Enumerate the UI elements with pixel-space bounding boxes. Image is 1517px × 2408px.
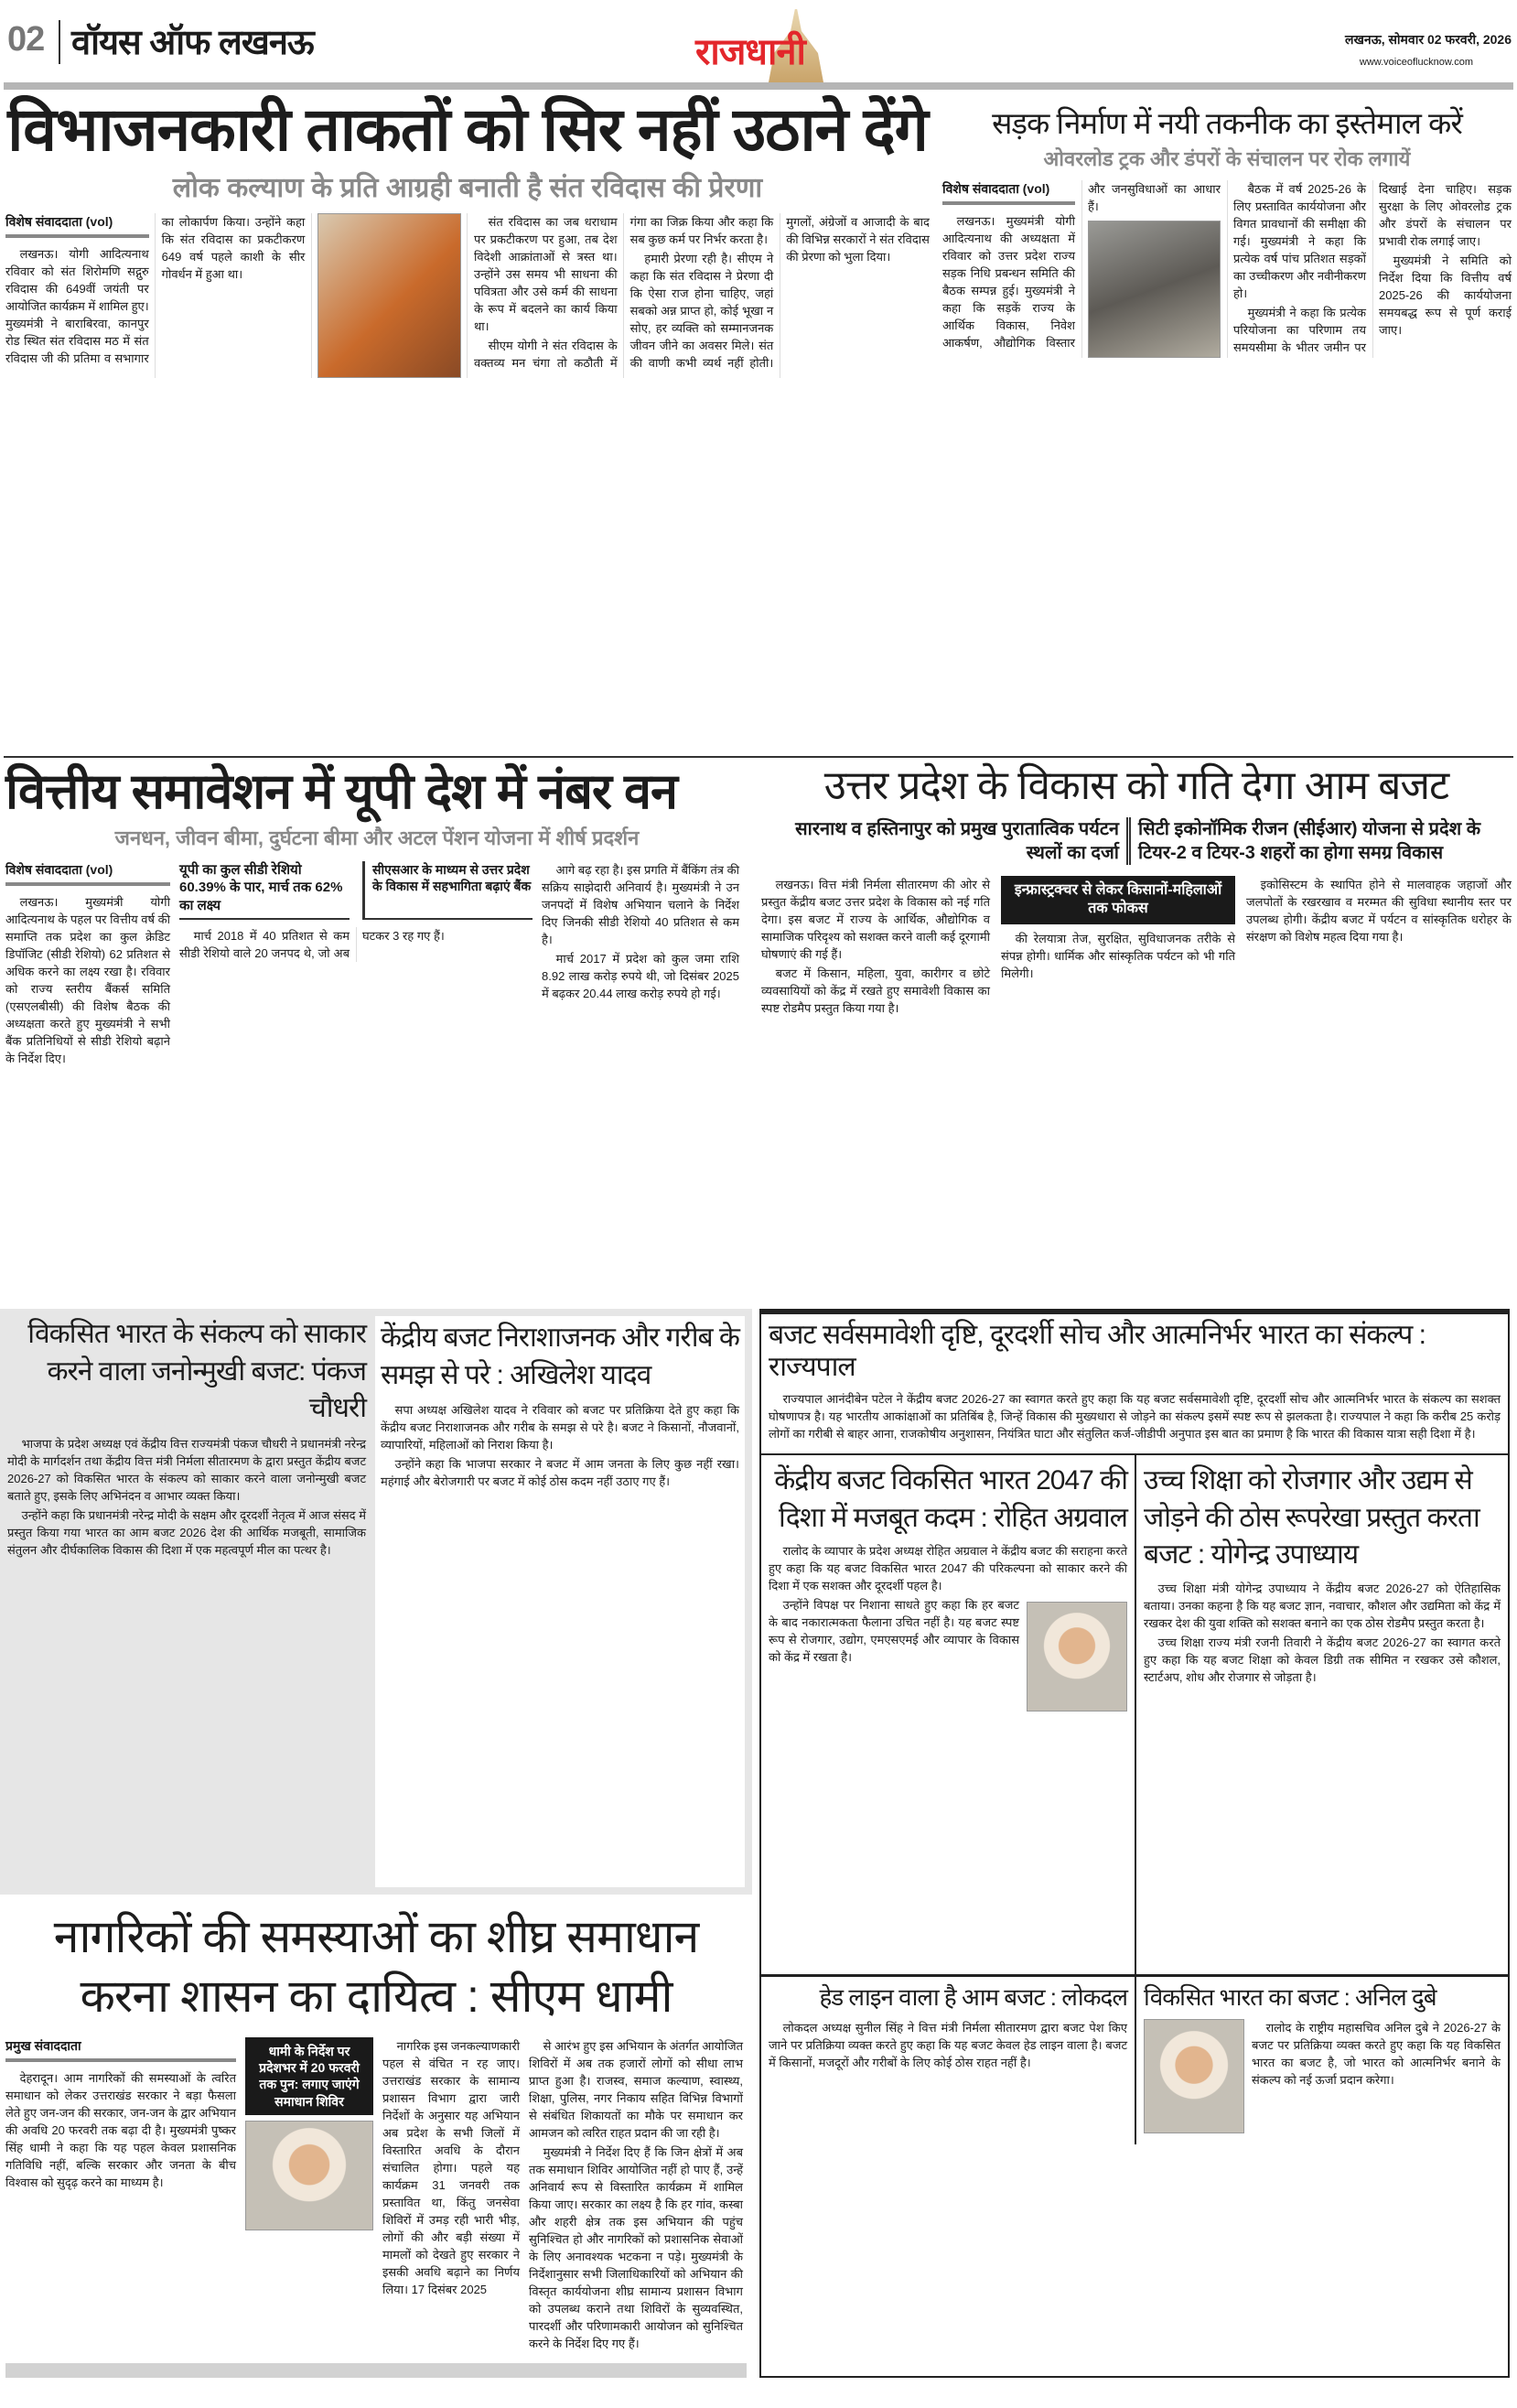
article-body: रालोद के राष्ट्रीय महासचिव अनिल दुबे ने 2026-27 के बजट पर प्रतिक्रिया व्यक्त करते हुए कहा कि यह विकसित भारत का बजट है, जो भारत को आत्मनिर्भर बनाने के संकल्प को नई ऊर्जा प्रदान करेगा। xyxy=(1252,2020,1501,2087)
byline: विशेष संवाददाता (vol) xyxy=(942,180,1075,205)
highlight: यूपी का कुल सीडी रेशियो 60.39% के पार, मार्च तक 62% का लक्ष्य xyxy=(179,861,350,921)
article-body: आगे बढ़ रहा है। इस प्रगति में बैंकिंग तंत्र की सक्रिय साझेदारी अनिवार्य है। मुख्यमंत्री ने उन जनपदों में विशेष अभियान चलाने के निर्देश दिए जिनकी सीडी रेशियो 40 प्रतिशत से कम है। मार्च 2017 में प्रदेश को कुल जमा राशि 8.92 लाख करोड़ रुपये थी, जो दिसंबर 2025 में बढ़कर 20.44 लाख करोड़ रुपये हो गई। xyxy=(542,862,739,1000)
article-finance xyxy=(5,763,748,1300)
headline: विकसित भारत का बजट : अनिल दुबे xyxy=(1144,1983,1436,2011)
budget-center xyxy=(1001,876,1235,1019)
section-rule xyxy=(4,756,1513,758)
photo xyxy=(1144,2019,1244,2133)
section-title: वॉयस ऑफ लखनऊ xyxy=(71,24,314,62)
dhami-columns xyxy=(5,2037,747,2354)
dateline: लखनऊ, सोमवार 02 फरवरी, 2026 xyxy=(1344,32,1512,47)
finance-center xyxy=(179,861,533,1069)
article-akhilesh xyxy=(375,1316,745,1887)
left-column xyxy=(0,1309,752,2378)
photo xyxy=(245,2121,373,2230)
budget-reactions-box xyxy=(759,1309,1510,2378)
subhead: ओवरलोड ट्रक और डंपरों के संचालन पर रोक लगायें xyxy=(1043,146,1411,170)
article-body: इकोसिस्टम के स्थापित होने से मालवाहक जहाजों और जलपोतों के रखरखाव व मरम्मत की सुविधा स्थानीय स्तर पर उपलब्ध होगी। केंद्रीय बजट में पर्यटन व सांस्कृतिक धरोहर के संरक्षण को विशेष महत्व दिया गया है। xyxy=(1246,877,1512,944)
subhead: लोक कल्याण के प्रति आग्रही बनाती है संत रविदास की प्रेरणा xyxy=(172,172,763,203)
subhead: जनधन, जीवन बीमा, दुर्घटना बीमा और अटल पेंशन योजना में शीर्ष प्रदर्शन xyxy=(114,826,640,850)
article-body: नागरिक इस जनकल्याणकारी पहल से वंचित न रह जाए। उत्तराखंड सरकार के सामान्य प्रशासन विभाग द्वारा जारी निर्देशों के अनुसार यह अभियान अब प्रदेश के सभी जिलों में विस्तारित अवधि के दौरान संचालित होगा। पहले यह कार्यक्रम 31 जनवरी तक प्रस्तावित था, किंतु जनसेवा शिविरों में उमड़ रही भारी भीड़, लोगों की और बड़ी संख्या में मामलों को देखते हुए सरकार ने इसकी अवधि बढ़ाने का निर्णय लिया। 17 दिसंबर 2025 xyxy=(382,2039,520,2296)
subheads xyxy=(761,817,1512,865)
article-body: लखनऊ। वित्त मंत्री निर्मला सीतारमण की ओर से प्रस्तुत केंद्रीय बजट उत्तर प्रदेश के विकास को नई गति देगा। इस बजट में राज्य के आर्थिक, औद्योगिक व सामाजिक परिदृश्य को सशक्त करने वाली कई दूरगामी घोषणाएं की गई हैं। बजट में किसान, महिला, युवा, कारीगर व छोटे व्यवसायियों को केंद्र में रखते हुए समावेशी विकास का स्पष्ट रोडमैप प्रस्तुत किया गया है। xyxy=(761,877,990,1015)
article-body: की रेलयात्रा तेज, सुरक्षित, सुविधाजनक तरीके से संपन्न होगी। धार्मिक और सांस्कृतिक पर्यटन को भी गति मिलेगी। xyxy=(1001,932,1235,981)
footer-rule xyxy=(5,2363,747,2378)
article-dhami xyxy=(0,1895,752,2378)
row-bottom xyxy=(0,1309,1517,2378)
reactions-row-1 xyxy=(761,1455,1508,1977)
masthead-rule xyxy=(4,82,1513,90)
article-yogendra xyxy=(1136,1455,1508,1974)
dhami-side xyxy=(245,2037,373,2354)
page-number: 02 xyxy=(7,20,45,59)
website: www.voiceoflucknow.com xyxy=(1359,57,1473,68)
infobox: धामी के निर्देश पर प्रदेशभर में 20 फरवरी तक पुन: लगाए जाएंगे समाधान शिविर xyxy=(245,2037,373,2115)
article-body: रालोद के व्यापार के प्रदेश अध्यक्ष रोहित अग्रवाल ने केंद्रीय बजट की सराहना करते हुए कहा कि यह बजट विकसित भारत 2047 की परिकल्पना को साकार करने की दिशा में एक सशक्त और दूरदर्शी पहल है। xyxy=(769,1544,1127,1593)
article-body: से आरंभ हुए इस अभियान के अंतर्गत आयोजित शिविरों में अब तक हजारों लोगों को सीधा लाभ प्राप्त हुआ है। राजस्व, समाज कल्याण, स्वास्थ्य, शिक्षा, पुलिस, नगर निकाय सहित विभिन्न विभागों से संबंधित शिकायतों का मौके पर समाधान कर आमजन को त्वरित राहत प्रदान की जा रही है। मुख्यमंत्री ने निर्देश दिए हैं कि जिन क्षेत्रों में अब तक समाधान शिविर आयोजित नहीं हो पाए हैं, उन्हें अनिवार्य रूप से विस्तारित कार्यक्रम में शामिल किया जाए। सरकार का लक्ष्य है कि हर गांव, कस्बा और शहरी क्षेत्र तक इस अभियान की पहुंच सुनिश्चित हो और नागरिकों को प्रशासनिक सेवाओं के लिए अनावश्यक भटकना न पड़े। मुख्यमंत्री के निर्देशानुसार सभी जिलाधिकारियों को अभियान की विस्तृत कार्ययोजना शीघ्र सामान्य प्रशासन विभाग को उपलब्ध कराने तथा शिविरों के सुव्यवस्थित, पारदर्शी और परिणामकारी आयोजन को सुनिश्चित करने के निर्देश दिए गए हैं। xyxy=(529,2039,743,2350)
article-lead xyxy=(5,95,930,752)
headline: बजट सर्वसमावेशी दृष्टि, दूरदर्शी सोच और आत्मनिर्भर भारत का संकल्प : राज्यपाल xyxy=(769,1320,1426,1382)
masthead xyxy=(0,0,1517,92)
article-body: उच्च शिक्षा मंत्री योगेन्द्र उपाध्याय ने केंद्रीय बजट 2026-27 को ऐतिहासिक बताया। उनका कहना है कि यह बजट ज्ञान, नवाचार, कौशल और उद्यमिता को केंद्र में रखकर देश की युवा शक्ति को सशक्त बनाने का एक ठोस रोडमैप प्रस्तुत करता है। उच्च शिक्षा राज्य मंत्री रजनी तिवारी ने केंद्रीय बजट 2026-27 का स्वागत करते हुए कहा कि यह बजट शिक्षा को केवल डिग्री तक सीमित न रखकर उसे कौशल, स्टार्टअप, शोध और रोजगार से जोड़ता है। xyxy=(1144,1581,1501,1684)
budget-columns xyxy=(761,876,1512,1019)
photo xyxy=(1027,1602,1127,1712)
article-body: विशेष संवाददाता (vol) लखनऊ। योगी आदित्यनाथ रविवार को संत शिरोमणि सद्गुरु रविदास की 649वीं जयंती पर आयोजित कार्यक्रम में शामिल हुए। मुख्यमंत्री ने बाराबिरवा, कानपुर रोड स्थित संत रविदास मठ में संत रविदास जी की प्रतिमा व सभागार का लोकार्पण किया। उन्होंने कहा कि संत रविदास का प्रकटीकरण 649 वर्ष पहले काशी के सीर गोवर्धन में हुआ था। संत रविदास का जब धराधाम पर प्रकटीकरण पर हुआ, तब देश विदेशी आक्रांताओं से त्रस्त था। उन्होंने उस समय भी साधना की पवित्रता और उसे कर्म की साधना के रूप में बदलने का कार्य किया था। सीएम योगी ने संत रविदास के वक्तव्य मन चंगा तो कठौती में गंगा का जिक्र किया और कहा कि सब कुछ कर्म पर निर्भर करता है। हमारी प्रेरणा रही है। सीएम ने कहा कि संत रविदास ने प्रेरणा दी कि ऐसा राज होना चाहिए, जहां सबको अन्न प्राप्त हो, कोई भूखा न सोए, हर व्यक्ति को सम्मानजनक जीवन जीने का अवसर मिले। संत की वाणी कभी व्यर्थ नहीं होती। मुगलों, अंग्रेजों व आजादी के बाद की विभिन्न सरकारों ने संत रविदास की प्रेरणा को भुला दिया। xyxy=(5,213,930,378)
row-top xyxy=(0,92,1517,752)
article-body: उन्होंने विपक्ष पर निशाना साधते हुए कहा कि हर बजट के बाद नकारात्मकता फैलाना उचित नहीं है। यह बजट स्पष्ट रूप से रोजगार, उद्योग, एमएसएमई और व्यापार के विकास को केंद्र में रखता है। xyxy=(769,1598,1019,1664)
byline: विशेष संवाददाता (vol) xyxy=(5,213,149,238)
article-body: मार्च 2018 में 40 प्रतिशत से कम सीडी रेशियो वाले 20 जनपद थे, जो अब घटकर 3 रह गए हैं। xyxy=(179,929,445,961)
article-body: विशेष संवाददाता (vol) लखनऊ। मुख्यमंत्री योगी आदित्यनाथ की अध्यक्षता में रविवार को उत्तर प्रदेश राज्य सड़क निधि प्रबन्धन समिति की बैठक सम्पन्न हुई। मुख्यमंत्री ने कहा कि सड़कें राज्य के आर्थिक विकास, निवेश आकर्षण, औद्योगिक विस्तार और जनसुविधाओं का आधार हैं। बैठक में वर्ष 2025-26 के लिए प्रस्तावित कार्ययोजना और विगत प्रावधानों की समीक्षा की गई। मुख्यमंत्री ने कहा कि प्रत्येक वर्ष पांच प्रतिशत सड़कों का उच्चीकरण और नवीनीकरण हो। मुख्यमंत्री ने कहा कि प्रत्येक परियोजना का परिणाम तय समयसीमा के भीतर जमीन पर दिखाई देना चाहिए। सड़क सुरक्षा के लिए ओवरलोड ट्रक और डंपरों के संचालन पर प्रभावी रोक लगाई जाए। मुख्यमंत्री ने समिति को निर्देश दिया कि वित्तीय वर्ष 2025-26 की कार्ययोजना समयबद्ध रूप से पूर्ण कराई जाए। xyxy=(942,180,1512,358)
divider xyxy=(59,20,60,64)
article-body: भाजपा के प्रदेश अध्यक्ष एवं केंद्रीय वित्त राज्यमंत्री पंकज चौधरी ने प्रधानमंत्री नरेन्द्र मोदी के मार्गदर्शन तथा केंद्रीय वित्त मंत्री निर्मला सीतारमण के द्वारा प्रस्तुत केंद्रीय बजट 2026-27 को विकसित भारत के संकल्प को साकार करने वाला जनोन्मुखी बजट बताते हुए, इसके लिए अभिनंदन व आभार व्यक्त किया। उन्होंने कहा कि प्रधानमंत्री नरेन्द्र मोदी के सक्षम और दूरदर्शी नेतृत्व में आज संसद में प्रस्तुत किया गया भारत का आम बजट 2026 देश की आर्थिक मजबूती, सामाजिक संतुलन और दीर्घकालिक विकास की दिशा में एक महत्वपूर्ण मील का पत्थर है। xyxy=(7,1436,366,1557)
photo xyxy=(317,213,461,378)
reactions-row-2 xyxy=(761,1977,1508,2144)
row-middle xyxy=(0,763,1517,1300)
headline: केंद्रीय बजट विकसित भारत 2047 की दिशा में मजबूत कदम : रोहित अग्रवाल xyxy=(774,1465,1127,1533)
highlight: सीएसआर के माध्यम से उत्तर प्रदेश के विकास में सहभागिता बढ़ाएं बैंक xyxy=(362,861,533,921)
headline: विकसित भारत के संकल्प को साकार करने वाला जनोन्मुखी बजट: पंकज चौधरी xyxy=(27,1319,366,1423)
article-budget-up xyxy=(761,763,1512,1300)
logo-text: राजधानी xyxy=(695,32,805,72)
article-body: विशेष संवाददाता (vol) लखनऊ। मुख्यमंत्री योगी आदित्यनाथ के पहल पर वित्तीय वर्ष की समाप्ति तक प्रदेश का कुल क्रेडिट डिपॉजिट (सीडी रेशियो) 62 प्रतिशत से अधिक करने का लक्ष्य रखा है। रविवार को राज्य स्तरीय बैंकर्स समिति (एसएलबीसी) की विशेष बैठक की अध्यक्षता करते हुए मुख्यमंत्री ने सभी बैंक प्रतिनिधियों से सीडी रेशियो बढ़ाने के निर्देश दिए। xyxy=(5,861,170,1065)
headline: वित्तीय समावेशन में यूपी देश में नंबर वन xyxy=(5,764,677,819)
article-anil xyxy=(1136,1977,1508,2144)
reaction-block xyxy=(0,1309,752,1895)
byline: विशेष संवाददाता (vol) xyxy=(5,861,170,886)
article-body: लोकदल अध्यक्ष सुनील सिंह ने वित्त मंत्री निर्मला सीतारमण द्वारा बजट पेश किए जाने पर प्रतिक्रिया व्यक्त करते हुए कहा कि यह बजट केवल हेड लाइन वाला है। बजट में किसानों, मजदूरों और गरीबों के लिए कोई ठोस राहत नहीं है। xyxy=(769,2020,1127,2069)
photo xyxy=(1088,221,1221,358)
finance-columns xyxy=(5,861,748,1069)
subhead-right: सिटी इकोनॉमिक रीजन (सीईआर) योजना से प्रदेश के टियर-2 व टियर-3 शहरों का होगा समग्र विकास xyxy=(1138,818,1481,863)
headline: उत्तर प्रदेश के विकास को गति देगा आम बजट xyxy=(823,763,1449,808)
highlights xyxy=(179,861,533,921)
headline: केंद्रीय बजट निराशाजनक और गरीब के समझ से परे : अखिलेश यादव xyxy=(381,1323,739,1390)
article-pankaj xyxy=(7,1316,366,1887)
headline: विभाजनकारी ताकतों को सिर नहीं उठाने देंगे xyxy=(7,95,928,163)
logo xyxy=(695,9,860,82)
headline: सड़क निर्माण में नयी तकनीक का इस्तेमाल करें xyxy=(992,106,1462,140)
article-rohit xyxy=(761,1455,1136,1974)
headline: नागरिकों की समस्याओं का शीघ्र समाधान करना शासन का दायित्व : सीएम धामी xyxy=(53,1911,699,2022)
article-lokdal xyxy=(761,1977,1136,2144)
article-body: प्रमुख संवाददाता देहरादून। आम नागरिकों की समस्याओं के त्वरित समाधान को लेकर उत्तराखंड सरकार ने बड़ा फैसला लेते हुए जन-जन की सरकार, जन-जन के द्वार अभियान की अवधि 20 फरवरी तक बढ़ा दी है। मुख्यमंत्री पुष्कर सिंह धामी ने कहा कि यह पहल केवल प्रशासनिक गतिविधि नहीं, बल्कि सरकार और जनता के बीच विश्वास को सुदृढ़ करने का माध्यम है। xyxy=(5,2038,236,2189)
headline: हेड लाइन वाला है आम बजट : लोकदल xyxy=(819,1983,1127,2011)
article-road xyxy=(942,95,1512,752)
article-body: राज्यपाल आनंदीबेन पटेल ने केंद्रीय बजट 2026-27 का स्वागत करते हुए कहा कि यह बजट सर्वसमावेशी दृष्टि, दूरदर्शी सोच और आत्मनिर्भर भारत के संकल्प का सशक्त घोषणापत्र है। यह भारतीय आकांक्षाओं का प्रतिबिंब है, जिन्हें विकास की मुख्यधारा से जोड़ने का संकल्प इसमें स्पष्ट रूप से झलकता है। राज्यपाल ने कहा कि करीब 25 करोड़ लोगों का गरीबी से बाहर आना, राजकोषीय अनुशासन, नियंत्रित घाटा और संतुलित कर्ज-जीडीपी अनुपात इस बात का प्रमाण है कि भारत की विकास यात्रा सही दिशा में है। xyxy=(769,1392,1501,1441)
infobox: इन्फ्रास्ट्रक्चर से लेकर किसानों-महिलाओं तक फोकस xyxy=(1001,876,1235,925)
article-rajyapal xyxy=(761,1314,1508,1455)
headline: उच्च शिक्षा को रोजगार और उद्यम से जोड़ने की ठोस रूपरेखा प्रस्तुत करता बजट : योगेन्द्र उपाध्याय xyxy=(1144,1465,1479,1570)
article-body: सपा अध्यक्ष अखिलेश यादव ने रविवार को बजट पर प्रतिक्रिया देते हुए कहा कि केंद्रीय बजट निराशाजनक और गरीब के समझ से परे है। बजट ने किसानों, नौजवानों, व्यापारियों, महिलाओं को निराश किया है। उन्होंने कहा कि भाजपा सरकार ने बजट में आम जनता के लिए कुछ नहीं रखा। महंगाई और बेरोजगारी पर बजट में कोई ठोस कदम नहीं उठाए गए हैं। xyxy=(381,1403,739,1488)
byline: प्रमुख संवाददाता xyxy=(5,2037,236,2062)
subhead-left: सारनाथ व हस्तिनापुर को प्रमुख पुरातात्विक पर्यटन स्थलों का दर्जा xyxy=(761,817,1131,865)
